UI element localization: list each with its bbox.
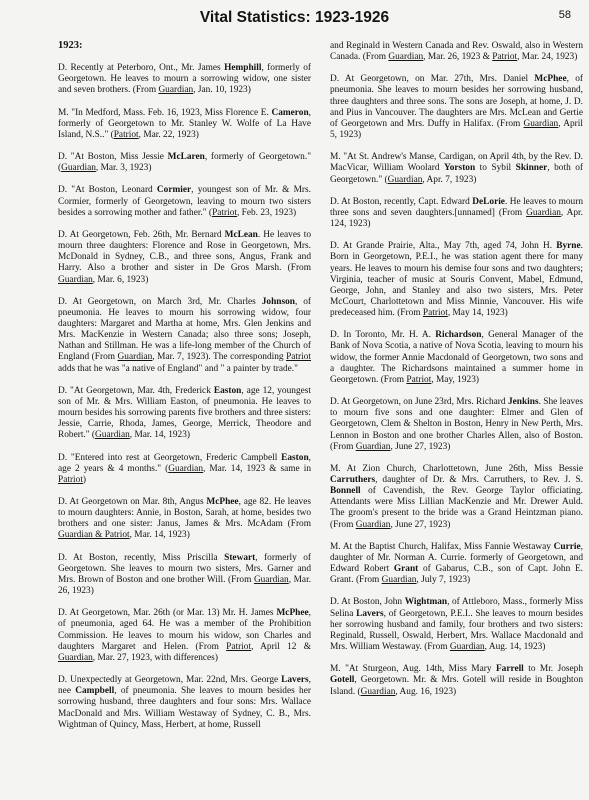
surname: Lavers — [281, 675, 309, 686]
entry-text: , youngest son of Mr. & Mrs. Cormier, formerly of Georgetown, leaving to mourn two sisters besides a sorrowing mother and father." ( — [58, 185, 311, 218]
surname: DeLorie — [472, 196, 505, 207]
source-citation: Guardian — [58, 652, 93, 663]
source-citation: Guardian — [355, 441, 391, 452]
record-entry — [58, 185, 311, 218]
entry-text: , daughter of Mr. Norman A. Currie. formerly of Georgetown, and Edward Robert — [330, 541, 583, 575]
source-citation: Guardian — [449, 642, 485, 653]
source-citation: Guardian — [158, 85, 194, 96]
surname: Jenkins — [507, 397, 539, 408]
surname: Grant — [393, 564, 419, 575]
entry-text: and Reginald in Western Canada and Rev. Oswald, also in Western Canada. (From — [330, 41, 583, 63]
entry-text: D. Unexpectedly at Georgetown, Mar. 22nd, Mrs. George — [58, 675, 282, 686]
surname: Gotell — [330, 675, 355, 686]
entry-text: D. At Grande Prairie, Alta., May 7th, aged 74, John H. — [330, 241, 557, 252]
entry-text: , formerly of Georgetown to Mr. Stanley W. Wolfe of La Have Island, N.S.." ( — [58, 107, 311, 140]
entry-text: , Mar. 26, 1923 & — [423, 52, 493, 63]
record-entry — [330, 241, 583, 319]
surname: Stewart — [224, 552, 256, 563]
source-citation: Guardian — [355, 519, 391, 530]
source-citation: Guardian — [523, 118, 559, 129]
surname: McLean — [224, 229, 258, 240]
right-entries — [330, 41, 583, 698]
surname: Yorston — [444, 163, 476, 174]
entry-text: D. At Boston, recently, Capt. Edward — [330, 196, 473, 207]
entry-text: to Sybil — [475, 163, 516, 174]
source-citation: Patriot — [212, 207, 237, 218]
record-entry — [58, 608, 311, 664]
entry-text: D. At Georgetown, on March 3rd, Mr. Charles — [58, 296, 262, 307]
source-citation: Patriot — [406, 374, 432, 385]
record-entry — [58, 108, 311, 141]
entry-text: , June 27, 1923) — [390, 441, 451, 452]
entry-text: , April 5, 1923) — [330, 118, 583, 141]
surname: Skinner — [515, 163, 548, 174]
entry-text: , both of Georgetown." ( — [330, 163, 583, 185]
entry-text: D. At Boston, John — [330, 597, 405, 608]
entry-text: D. At Georgetown on Mar. 8th, Angus — [58, 497, 207, 507]
entry-text: , of pneumonia. He leaves to mourn his sorrowing widow, four daughters: Margaret and Martha at home, Mrs. Glen Jenkins and Mrs. MacKenzie in Western Canada; also three sons; Joseph, Nathan and Stillman. He was a life-long member of the Church of England (From — [58, 296, 311, 363]
entry-text: . She leaves to mourn five sons and one daughter: Elmer and Glen of Georgetown, Clem & Shelton in Boston, Henry in New Perth, Mrs. Lennon in Boston and one brother Charles Allen, also of Boston. (From — [330, 397, 584, 452]
record-entry — [58, 230, 311, 286]
surname: Wightman — [404, 597, 448, 608]
surname: Lavers — [356, 608, 384, 619]
entry-text: , Mar. 22, 1923) — [138, 129, 199, 140]
entry-text: M. At Zion Church, Charlottetown, June 26th, Miss Bessie — [330, 463, 583, 474]
record-entry — [58, 553, 311, 598]
entry-text: , Aug. 16, 1923) — [395, 686, 457, 697]
entry-text: of Cavendish, the Rev. George Taylor officiating. Attendants were Miss Lillian MacKenzie and Mr. Drewer Auld. The groom's present to the bride was a Grand Heintzman piano. (From — [330, 486, 583, 530]
entry-text: adds that he was "a native of England" and " a painter by trade." — [58, 363, 298, 374]
page-title: Vital Statistics: 1923-1926 — [199, 9, 390, 26]
source-citation: Guardian — [253, 574, 289, 585]
entry-text: , May 14, 1923) — [447, 308, 508, 319]
entry-text: , Mar. 3, 1923) — [95, 163, 152, 174]
record-entry — [330, 664, 583, 697]
source-citation: Guardian — [526, 207, 561, 218]
source-citation: Patriot — [422, 308, 448, 319]
record-entry — [58, 152, 311, 174]
entry-text: ) — [82, 474, 87, 485]
source-citation: Guardian & Patriot — [58, 530, 130, 541]
entry-text: D. "At Boston, Leonard — [58, 185, 157, 196]
source-citation: Patriot — [58, 474, 83, 485]
right-column — [330, 41, 583, 709]
left-column — [58, 38, 311, 742]
entry-text: , May, 1923) — [431, 374, 479, 385]
record-entry — [330, 152, 583, 185]
entry-text: , Aug. 14, 1923) — [484, 642, 546, 653]
source-citation: Patriot — [286, 352, 311, 363]
page-number: 58 — [558, 9, 571, 21]
entry-text: , Mar. 24, 1923) — [517, 52, 578, 63]
record-entry — [58, 675, 311, 731]
entry-text: , April 12 & — [251, 641, 311, 652]
record-entry — [330, 74, 583, 141]
entry-text: , Mar. 6, 1923) — [92, 274, 149, 285]
source-citation: Guardian — [360, 686, 396, 697]
record-entry — [330, 464, 583, 531]
entry-text: , of Attleboro, Mass., formerly Miss Selina — [330, 597, 583, 619]
entry-text: , of pneumonia. She leaves to mourn besides her sorrowing husband, three daughters and four sons: Mrs. Wallace MacDonald and Mrs. William Westaway of Sydney, C. B., Mrs. Wightman of Quincy, Mass, Herbert, at home, Russell — [58, 686, 311, 730]
surname: McPhee — [276, 608, 309, 619]
record-entry — [330, 542, 583, 587]
entry-text: , age 12, youngest son of Mr. & Mrs. William Easton, of pneumonia. He leaves to mourn besides his sorrowing parents five brothers and three sisters: Jessie, Carrie, Rhoda, James, George, Merrick, Theodore and Robert." ( — [58, 385, 311, 441]
entry-text: D. In Toronto, Mr. H. A. — [330, 330, 436, 341]
surname: Currie — [553, 541, 581, 552]
entry-text: , General Manager of the Bank of Nova Scotia, a native of Nova Scotia, leaving to mourn his widow, the former Annie Macdonald of Georgetown, two sons and a daughter. The Richardsons maintained a summer home in Georgetown. (From — [330, 330, 583, 385]
entry-text: , formerly of Georgetown. He leaves to mourn a sorrowing widow, one sister and seven brothers. (From — [58, 63, 312, 96]
entry-text: . He leaves to mourn three sons and seven daughters.[unnamed] (From — [330, 196, 583, 218]
record-entry — [58, 386, 311, 442]
surname: Farrell — [495, 664, 524, 675]
surname: McPhee — [534, 74, 567, 85]
entry-text: D. Recently at Peterboro, Ont., Mr. James — [58, 63, 225, 74]
entry-text: M. "In Medford, Mass. Feb. 16, 1923, Miss Florence E. — [58, 107, 272, 118]
entry-text: D. "At Boston, Miss Jessie — [58, 152, 168, 163]
surname: Bonnell — [330, 486, 361, 497]
entry-text: , June 27, 1923) — [390, 519, 451, 530]
entry-text: , Jan. 10, 1923) — [193, 85, 251, 96]
entry-text: . Born in Georgetown, P.E.I., he was station agent there for many years. He leaves to mourn his demise four sons and two daughters; Virginia, teacher of music at Souris Convent, Mabel, Edmund, George, John, and Stanley and also two sisters, Mrs. Peter McCourt, Charlottetown and Miss Minnie, Vancouver. His wife predeceased him. (From — [330, 241, 583, 319]
record-entry — [58, 63, 311, 96]
entry-text: D. At Georgetown, Feb. 26th, Mr. Bernard — [58, 229, 225, 240]
entry-text: , of Georgetown, P.E.I.. She leaves to mourn besides her sorrowing husband and family, four brothers and two sisters: Reginald, Russell, Oswald, Herbert, Mrs. Wallace Macdonald and Mrs. William Westaway. (From — [330, 608, 583, 653]
entry-text: D. At Georgetown, on June 23rd, Mrs. Richard — [330, 397, 508, 408]
surname: Carruthers — [330, 475, 376, 485]
source-citation: Guardian — [381, 575, 417, 586]
entry-text: D. "Entered into rest at Georgetown, Frederic Campbell — [58, 452, 282, 463]
entry-text: M. "At Sturgeon, Aug. 14th, Miss Mary — [330, 664, 496, 675]
source-citation: Guardian — [388, 52, 424, 63]
record-entry — [330, 330, 583, 386]
source-citation: Guardian — [387, 174, 423, 185]
left-entries — [58, 63, 311, 731]
source-citation: Guardian — [117, 352, 153, 363]
surname: Easton — [213, 385, 242, 396]
source-citation: Guardian — [95, 430, 130, 441]
source-citation: Guardian — [61, 163, 96, 174]
source-citation: Patriot — [226, 641, 252, 652]
entry-text: , Apr. 124, 1923) — [330, 207, 583, 230]
entry-text: , nee — [58, 675, 311, 697]
entry-text: , Mar. 14, 1923) — [129, 430, 191, 441]
record-entry — [58, 453, 311, 486]
surname: Richardson — [435, 330, 482, 341]
source-citation: Guardian — [168, 463, 203, 474]
entry-text: , formerly of Georgetown. She leaves to mourn two sisters, Mrs. Garner and Mrs. Brown of Boston and one brother Will. (From — [58, 552, 311, 585]
entry-text: M. "At St. Andrew's Manse, Cardigan, on April 4th, by the Rev. D. MacVicar, William Woolard — [330, 152, 583, 174]
entry-text: , Apr. 7, 1923) — [422, 174, 477, 185]
entry-text: M. At the Baptist Church, Halifax, Miss Fannie Westaway — [330, 541, 554, 552]
surname: Cameron — [271, 107, 309, 118]
surname: Cormier — [156, 185, 192, 196]
entry-text: D. At Boston, recently, Miss Priscilla — [58, 552, 225, 563]
entry-text: to Mr. Joseph — [523, 664, 584, 675]
source-citation: Patriot — [113, 129, 139, 140]
section-heading: 1923: — [58, 40, 83, 51]
entry-text: , daughter of Dr. & Mrs. Carruthers, to Rev. J. S. — [375, 475, 583, 485]
surname: Hemphill — [224, 63, 262, 74]
surname: McLaren — [167, 152, 205, 163]
surname: McPhee — [206, 497, 239, 507]
entry-text: , of pneumonia. She leaves to mourn besides her sorrowing husband, three daughters and three sons. The sons are Joseph, at home, J. D. and Pius in Vancouver. The daughters are Mrs. McLean and Gertie of Georgetown and Mrs. Duffy in Halifax. (From — [330, 74, 583, 129]
surname: Johnson — [261, 296, 295, 307]
entry-text: , age 82. He leaves to mourn daughters: Annie, in Boston, Sarah, at home, besides two brothers and one sister: Janus, James & Mrs. McAdam (From — [58, 497, 311, 530]
entry-text: , Mar. 26, 1923) — [58, 574, 311, 597]
source-citation: Guardian — [58, 274, 93, 285]
entry-text: , Mar. 27, 1923, with differences) — [92, 652, 218, 663]
entry-text: , formerly of Georgetown." ( — [58, 152, 312, 174]
record-entry — [330, 197, 583, 230]
entry-text: , Mar. 7, 1923). The corresponding — [152, 352, 287, 363]
entry-text: , of pneumonia, aged 64. He was a member of the Prohibition Commission. He leaves to mourn his widow, son Charles and daughters Margaret and Helen. (From — [58, 608, 311, 652]
record-entry — [330, 597, 583, 653]
entry-text: D. "At Georgetown, Mar. 4th, Frederick — [58, 385, 214, 396]
entry-text: D. At Georgetown, Mar. 26th (or Mar. 13) Mr. H. James — [58, 608, 277, 619]
entry-text: , Georgetown. Mr. & Mrs. Gotell will reside in Boughton Island. ( — [330, 675, 583, 697]
surname: Easton — [281, 452, 309, 463]
record-entry — [330, 41, 583, 63]
record-entry — [58, 297, 311, 375]
entry-text: , Mar. 14, 1923 & same in — [203, 463, 311, 474]
entry-text: D. At Georgetown, on Mar. 27th, Mrs. Daniel — [330, 74, 535, 85]
source-citation: Patriot — [492, 52, 518, 63]
entry-text: , Mar. 14, 1923) — [129, 530, 190, 541]
entry-text: , age 2 years & 4 months." ( — [58, 452, 311, 474]
entry-text: of Gabarus, C.B., son of Capt. John E. Grant. (From — [330, 564, 583, 586]
entry-text: . He leaves to mourn three daughters: Florence and Rose in Georgetown, Mrs. McDonald in Sydney, C.B., and three sons, Angus, Frank and Harry. Also a brother and sister in De Gros Marsh. (From — [58, 229, 311, 274]
surname: Campbell — [75, 686, 115, 697]
record-entry — [58, 497, 311, 542]
surname: Byrne — [556, 241, 581, 252]
entry-text: , July 7, 1923) — [416, 575, 471, 586]
entry-text: , Feb. 23, 1923) — [236, 207, 297, 218]
record-entry — [330, 397, 583, 453]
